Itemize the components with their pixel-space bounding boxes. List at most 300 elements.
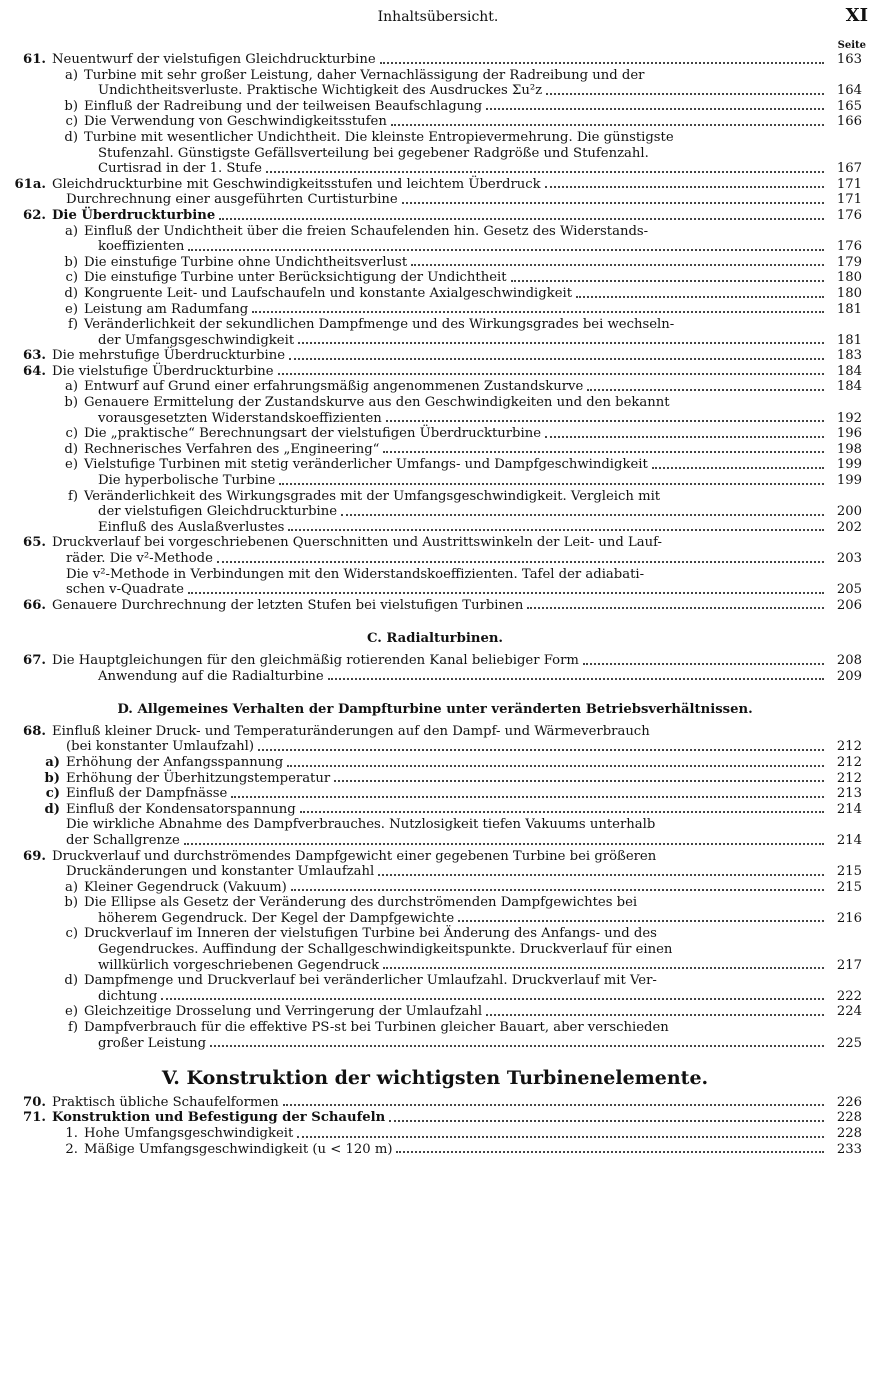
toc-entry-title: Die Ellipse als Gesetz der Veränderung des durchströmenden Dampfgewichtes bei xyxy=(84,895,638,911)
toc-entry-text-wrap xyxy=(98,911,828,927)
toc-entry-text-wrap xyxy=(84,1126,828,1142)
toc-entry-text-wrap xyxy=(84,114,828,130)
toc-entry-title: koeffizienten xyxy=(98,239,185,255)
toc-entry-title: Curtisrad in der 1. Stufe xyxy=(98,161,262,177)
toc-entry-page: 180 xyxy=(836,270,862,286)
toc-entry-page: 180 xyxy=(836,285,862,301)
toc-entry-title: Druckverlauf bei vorgeschriebenen Querschnitten und Austrittswinkeln der Leit- und Lauf- xyxy=(52,535,662,551)
toc-entry-page: 171 xyxy=(836,192,862,208)
toc-entry-text-wrap xyxy=(52,348,828,364)
dot-leader xyxy=(298,342,824,344)
toc-entry xyxy=(6,551,864,567)
toc-entry-page: 192 xyxy=(836,410,862,426)
toc-entry-text-wrap xyxy=(84,255,828,271)
toc-entry-text-wrap xyxy=(66,567,828,583)
toc-entry xyxy=(6,755,864,771)
toc-entry-title: Einfluß der Dampfnässe xyxy=(66,786,228,802)
toc-entry-title: der vielstufigen Gleichdruckturbine xyxy=(98,504,338,520)
toc-entry xyxy=(6,426,864,442)
toc-entry xyxy=(6,669,864,685)
toc-entry xyxy=(6,130,864,146)
toc-entry xyxy=(6,333,864,349)
dot-leader xyxy=(486,108,824,110)
toc-entry-title: Die Hauptgleichungen für den gleichmäßig rotierenden Kanal beliebiger Form xyxy=(52,652,579,668)
toc-entry-page: 215 xyxy=(836,879,862,895)
toc-entry xyxy=(6,146,864,162)
toc-entry-number: b) xyxy=(44,770,60,786)
toc-entry xyxy=(6,395,864,411)
page-number: XI xyxy=(845,5,868,26)
dot-leader xyxy=(291,889,824,891)
toc-entry xyxy=(6,52,864,68)
toc-entry-text-wrap xyxy=(84,457,828,473)
toc-entry-title: Die hyperbolische Turbine xyxy=(98,473,276,489)
dot-leader xyxy=(545,436,824,438)
toc-entry-page: 181 xyxy=(836,301,862,317)
toc-entry-number: e) xyxy=(65,301,78,317)
toc-entry-text-wrap xyxy=(66,864,828,880)
toc-entry-title: Die einstufige Turbine ohne Undichtheitsverlust xyxy=(84,254,408,270)
dot-leader xyxy=(217,561,824,563)
toc-entry-text-wrap xyxy=(52,724,828,740)
toc-entry-page: 228 xyxy=(836,1126,862,1141)
toc-entry-number: d) xyxy=(64,973,78,989)
toc-entry-title: Durchrechnung einer ausgeführten Curtisturbine xyxy=(66,192,398,208)
toc-entry-page: 213 xyxy=(836,786,862,802)
toc-entry-title: Einfluß der Undichtheit über die freien Schaufelenden hin. Gesetz des Widerstands- xyxy=(84,223,649,239)
toc-entry xyxy=(6,286,864,302)
toc-entry xyxy=(6,504,864,520)
toc-entry-text-wrap xyxy=(66,771,828,787)
toc-entry-text-wrap xyxy=(84,302,828,318)
toc-entry-number: 67. xyxy=(23,652,46,668)
dot-leader xyxy=(527,607,824,609)
toc-entry xyxy=(6,724,864,740)
toc-entry-title: Erhöhung der Überhitzungstemperatur xyxy=(66,770,331,786)
toc-entry-number: 71. xyxy=(23,1110,46,1126)
toc-entry-text-wrap xyxy=(98,520,828,536)
dot-leader xyxy=(587,389,824,391)
dot-leader xyxy=(511,280,824,282)
toc-entry-text-wrap xyxy=(84,880,828,896)
toc-entry-page: 209 xyxy=(836,668,862,684)
toc-entry-number: 64. xyxy=(23,363,46,379)
toc-list-v xyxy=(6,1095,864,1157)
toc-entry-page: 176 xyxy=(836,207,862,223)
toc-entry-title: Undichtheitsverluste. Praktische Wichtigkeit des Ausdruckes Σu²z xyxy=(98,83,543,99)
toc-entry-page: 179 xyxy=(836,254,862,270)
toc-entry-text-wrap xyxy=(98,958,828,974)
toc-entry-title: Die mehrstufige Überdruckturbine xyxy=(52,348,286,364)
toc-entry xyxy=(6,1020,864,1036)
toc-entry-text-wrap xyxy=(66,817,828,833)
toc-entry-title: Mäßige Umfangsgeschwindigkeit (u < 120 m) xyxy=(84,1141,393,1157)
toc-entry-text-wrap xyxy=(66,755,828,771)
toc-entry-number: c) xyxy=(45,786,60,802)
toc-entry-page: 171 xyxy=(836,176,862,192)
toc-entry xyxy=(6,1110,864,1126)
toc-entry-page: 164 xyxy=(836,83,862,99)
toc-entry xyxy=(6,255,864,271)
toc-entry xyxy=(6,317,864,333)
toc-entry-number: f) xyxy=(67,317,78,333)
toc-entry-text-wrap xyxy=(52,598,828,614)
dot-leader xyxy=(278,373,824,375)
dot-leader xyxy=(576,296,824,298)
toc-entry-page: 183 xyxy=(836,348,862,364)
dot-leader xyxy=(334,780,824,782)
toc-entry-text-wrap xyxy=(52,52,828,68)
toc-entry-text-wrap xyxy=(84,395,828,411)
toc-entry-text-wrap xyxy=(66,582,828,598)
toc-entry-text-wrap xyxy=(66,739,828,755)
toc-entry-page: 205 xyxy=(836,582,862,598)
toc-entry-page: 167 xyxy=(836,161,862,177)
dot-leader xyxy=(188,592,824,594)
toc-entry-page: 225 xyxy=(836,1035,862,1051)
toc-entry-page: 196 xyxy=(836,426,862,442)
toc-entry-page: 214 xyxy=(836,832,862,848)
toc-entry-text-wrap xyxy=(84,379,828,395)
toc-entry-title: Hohe Umfangsgeschwindigkeit xyxy=(84,1126,294,1141)
dot-leader xyxy=(188,249,824,251)
toc-entry-title: Dampfverbrauch für die effektive PS-st bei Turbinen gleicher Bauart, aber verschieden xyxy=(84,1020,669,1036)
toc-list-c xyxy=(6,653,864,684)
dot-leader xyxy=(380,62,824,64)
toc-entry xyxy=(6,849,864,865)
toc-entry-title: Gleichzeitige Drosselung und Verringerung der Umlaufzahl xyxy=(84,1004,483,1020)
dot-leader xyxy=(266,171,824,173)
toc-entry xyxy=(6,1004,864,1020)
toc-entry-text-wrap xyxy=(52,1095,828,1111)
toc-entry-text-wrap xyxy=(84,224,828,240)
toc-entry xyxy=(6,864,864,880)
seite-label: Seite xyxy=(837,40,866,51)
toc-entry-text-wrap xyxy=(84,270,828,286)
toc-entry-page: 176 xyxy=(836,239,862,255)
dot-leader xyxy=(287,765,824,767)
toc-entry-title: Einfluß des Auslaßverlustes xyxy=(98,519,285,535)
dot-leader xyxy=(341,514,824,516)
toc-entry-number: 61a. xyxy=(14,176,46,192)
toc-entry-title: Die Überdruckturbine xyxy=(52,207,216,223)
toc-entry-title: Vielstufige Turbinen mit stetig veränderlicher Umfangs- und Dampfgeschwindigkeit xyxy=(84,457,648,473)
toc-entry-page: 214 xyxy=(836,801,862,817)
toc-entry-title: Leistung am Radumfang xyxy=(84,301,249,317)
toc-list-main xyxy=(6,52,864,613)
toc-entry xyxy=(6,535,864,551)
toc-entry-title: Gegendruckes. Auffindung der Schallgeschwindigkeitspunkte. Druckverlauf für einen xyxy=(98,942,673,958)
toc-list-d xyxy=(6,724,864,1051)
toc-entry xyxy=(6,348,864,364)
toc-entry xyxy=(6,177,864,193)
toc-entry-title: Rechnerisches Verfahren des „Engineering“ xyxy=(84,441,380,457)
toc-entry-title: Gleichdruckturbine mit Geschwindigkeitsstufen und leichtem Überdruck xyxy=(52,176,541,192)
toc-entry-page: 212 xyxy=(836,754,862,770)
toc-entry-page: 228 xyxy=(836,1110,862,1126)
dot-leader xyxy=(402,202,824,204)
toc-entry xyxy=(6,68,864,84)
table-of-contents xyxy=(6,52,864,1157)
toc-entry-number: b) xyxy=(64,254,78,270)
toc-entry-number: a) xyxy=(64,223,78,239)
dot-leader xyxy=(297,1136,824,1138)
section-heading-d: D. Allgemeines Verhalten der Dampfturbine unter veränderten Betriebsverhältnissen. xyxy=(117,702,753,718)
toc-entry-number: d) xyxy=(64,441,78,457)
toc-entry-page: 212 xyxy=(836,770,862,786)
toc-entry-text-wrap xyxy=(84,926,828,942)
toc-entry-title: Entwurf auf Grund einer erfahrungsmäßig angenommenen Zustandskurve xyxy=(84,379,584,395)
toc-entry-title: der Umfangsgeschwindigkeit xyxy=(98,332,295,348)
toc-entry-text-wrap xyxy=(98,83,828,99)
toc-entry-number: b) xyxy=(64,895,78,911)
toc-entry-text-wrap xyxy=(52,364,828,380)
toc-entry-title: Genauere Durchrechnung der letzten Stufen bei vielstufigen Turbinen xyxy=(52,597,524,613)
toc-entry-title: Neuentwurf der vielstufigen Gleichdruckturbine xyxy=(52,52,376,67)
toc-entry xyxy=(6,379,864,395)
toc-entry-title: Druckänderungen und konstanter Umlaufzahl xyxy=(66,864,375,880)
toc-entry xyxy=(6,973,864,989)
dot-leader xyxy=(389,1120,824,1122)
toc-entry xyxy=(6,653,864,669)
toc-entry-title: Konstruktion und Befestigung der Schaufeln xyxy=(52,1110,386,1126)
dot-leader xyxy=(161,998,824,1000)
toc-entry-number: c) xyxy=(65,270,78,286)
toc-entry-page: 199 xyxy=(836,473,862,489)
toc-entry-page: 215 xyxy=(836,864,862,880)
toc-entry xyxy=(6,520,864,536)
dot-leader xyxy=(378,874,824,876)
toc-entry-title: Veränderlichkeit der sekundlichen Dampfmenge und des Wirkungsgrades bei wechseln- xyxy=(84,317,675,333)
toc-entry-title: Einfluß der Kondensatorspannung xyxy=(66,801,296,817)
toc-entry-text-wrap xyxy=(66,802,828,818)
toc-entry-number: 69. xyxy=(23,848,46,864)
toc-entry-page: 222 xyxy=(836,988,862,1004)
toc-entry-number: 62. xyxy=(23,207,46,223)
toc-entry xyxy=(6,942,864,958)
dot-leader xyxy=(583,663,824,665)
toc-entry-page: 233 xyxy=(836,1141,862,1157)
toc-entry-number: d) xyxy=(44,801,60,817)
toc-entry-text-wrap xyxy=(84,1004,828,1020)
dot-leader xyxy=(252,311,824,313)
toc-entry-number: 65. xyxy=(23,535,46,551)
toc-entry xyxy=(6,1142,864,1158)
toc-entry xyxy=(6,833,864,849)
toc-entry-title: Die wirkliche Abnahme des Dampfverbrauches. Nutzlosigkeit tiefen Vakuums unterhalb xyxy=(66,817,656,833)
toc-entry xyxy=(6,302,864,318)
toc-entry-text-wrap xyxy=(52,849,828,865)
toc-entry-text-wrap xyxy=(98,504,828,520)
toc-entry xyxy=(6,567,864,583)
toc-entry-title: Die vielstufige Überdruckturbine xyxy=(52,363,274,379)
toc-entry-text-wrap xyxy=(84,426,828,442)
toc-entry-title: Kleiner Gegendruck (Vakuum) xyxy=(84,879,287,895)
toc-entry-title: dichtung xyxy=(98,988,158,1004)
toc-entry xyxy=(6,411,864,427)
dot-leader xyxy=(546,93,824,95)
toc-entry xyxy=(6,83,864,99)
toc-entry-page: 198 xyxy=(836,441,862,457)
toc-entry xyxy=(6,739,864,755)
toc-entry-number: b) xyxy=(64,395,78,411)
toc-entry-number: a) xyxy=(64,379,78,395)
toc-entry-page: 202 xyxy=(836,519,862,535)
toc-entry-title: willkürlich vorgeschriebenen Gegendruck xyxy=(98,957,380,973)
toc-entry-text-wrap xyxy=(66,786,828,802)
toc-entry-text-wrap xyxy=(52,1110,828,1126)
toc-entry-title: Anwendung auf die Radialturbine xyxy=(98,668,324,684)
toc-entry xyxy=(6,582,864,598)
toc-entry-title: Veränderlichkeit des Wirkungsgrades mit der Umfangsgeschwindigkeit. Vergleich mit xyxy=(84,488,661,504)
toc-entry-number: 70. xyxy=(23,1094,46,1110)
toc-entry-number: f) xyxy=(67,1020,78,1036)
toc-entry xyxy=(6,239,864,255)
toc-entry xyxy=(6,1036,864,1052)
dot-leader xyxy=(258,749,824,751)
toc-entry-number: e) xyxy=(65,1004,78,1020)
toc-entry-title: Druckverlauf im Inneren der vielstufigen Turbine bei Änderung des Anfangs- und des xyxy=(84,926,657,942)
toc-entry-text-wrap xyxy=(84,1020,828,1036)
toc-entry-number: 61. xyxy=(23,52,46,67)
toc-entry xyxy=(6,489,864,505)
toc-entry-number: 1. xyxy=(65,1126,78,1141)
toc-entry xyxy=(6,473,864,489)
dot-leader xyxy=(279,483,824,485)
dot-leader xyxy=(545,186,824,188)
toc-entry-title: Die „praktische“ Berechnungsart der vielstufigen Überdruckturbine xyxy=(84,426,542,442)
toc-entry-title: Erhöhung der Anfangsspannung xyxy=(66,754,284,770)
dot-leader xyxy=(383,451,824,453)
dot-leader xyxy=(289,358,824,360)
toc-entry-text-wrap xyxy=(84,130,828,146)
toc-entry-title: vorausgesetzten Widerstandskoeffizienten xyxy=(98,410,382,426)
toc-entry-title: Praktisch übliche Schaufelformen xyxy=(52,1094,279,1110)
dot-leader xyxy=(210,1045,824,1047)
toc-entry-page: 163 xyxy=(836,52,862,67)
toc-entry-text-wrap xyxy=(84,68,828,84)
toc-entry-title: räder. Die v²-Methode xyxy=(66,551,213,566)
dot-leader xyxy=(458,920,824,922)
section-heading-c: C. Radialturbinen. xyxy=(366,631,504,647)
toc-entry-number: a) xyxy=(45,754,60,770)
toc-entry-text-wrap xyxy=(66,192,828,208)
toc-entry xyxy=(6,1095,864,1111)
toc-entry-text-wrap xyxy=(66,551,828,567)
toc-entry-number: a) xyxy=(64,67,78,83)
toc-entry-number: c) xyxy=(65,426,78,442)
toc-entry-page: 165 xyxy=(836,98,862,114)
toc-entry-text-wrap xyxy=(84,442,828,458)
dot-leader xyxy=(184,843,824,845)
dot-leader xyxy=(386,420,824,422)
toc-entry-number: 63. xyxy=(23,348,46,364)
dot-leader xyxy=(396,1151,824,1153)
dot-leader xyxy=(411,264,824,266)
toc-entry-page: 203 xyxy=(836,551,862,566)
toc-entry xyxy=(6,270,864,286)
toc-entry-page: 208 xyxy=(836,652,862,668)
chapter-heading-v: V. Konstruktion der wichtigsten Turbinenelemente. xyxy=(161,1067,709,1090)
toc-entry-page: 212 xyxy=(836,739,862,755)
toc-entry-title: Die v²-Methode in Verbindungen mit den Widerstandskoeffizienten. Tafel der adiabati- xyxy=(66,566,645,582)
toc-entry xyxy=(6,771,864,787)
toc-entry-page: 181 xyxy=(836,332,862,348)
toc-entry-text-wrap xyxy=(84,286,828,302)
toc-entry-title: Einfluß der Radreibung und der teilweisen Beaufschlagung xyxy=(84,98,483,114)
toc-entry-page: 199 xyxy=(836,457,862,473)
toc-entry xyxy=(6,1126,864,1142)
toc-entry xyxy=(6,99,864,115)
toc-entry-number: 66. xyxy=(23,597,46,613)
toc-entry-page: 216 xyxy=(836,910,862,926)
toc-entry-number: a) xyxy=(64,879,78,895)
toc-entry-title: Turbine mit sehr großer Leistung, daher Vernachlässigung der Radreibung und der xyxy=(84,67,645,83)
toc-entry xyxy=(6,989,864,1005)
toc-entry-title: Genauere Ermittelung der Zustandskurve aus den Geschwindigkeiten und den bekannt xyxy=(84,395,670,411)
toc-entry-text-wrap xyxy=(98,239,828,255)
toc-entry xyxy=(6,786,864,802)
toc-entry-text-wrap xyxy=(52,535,828,551)
toc-entry-text-wrap xyxy=(98,989,828,1005)
toc-entry-title: höherem Gegendruck. Der Kegel der Dampfgewichte xyxy=(98,910,455,926)
toc-entry-text-wrap xyxy=(98,669,828,685)
toc-entry xyxy=(6,364,864,380)
dot-leader xyxy=(328,678,824,680)
toc-entry-text-wrap xyxy=(98,146,828,162)
toc-entry xyxy=(6,895,864,911)
toc-entry-title: Turbine mit wesentlicher Undichtheit. Die kleinste Entropievermehrung. Die günstigste xyxy=(84,129,674,145)
dot-leader xyxy=(652,467,824,469)
toc-entry-text-wrap xyxy=(52,177,828,193)
toc-entry-number: d) xyxy=(64,285,78,301)
dot-leader xyxy=(383,967,824,969)
dot-leader xyxy=(486,1014,824,1016)
toc-entry-page: 217 xyxy=(836,957,862,973)
toc-entry-title: (bei konstanter Umlaufzahl) xyxy=(66,739,254,755)
toc-entry-title: schen v-Quadrate xyxy=(66,582,184,598)
toc-entry xyxy=(6,192,864,208)
toc-entry-page: 200 xyxy=(836,504,862,520)
toc-entry-number: e) xyxy=(65,457,78,473)
toc-entry-text-wrap xyxy=(98,1036,828,1052)
toc-entry-text-wrap xyxy=(98,161,828,177)
toc-entry-number: c) xyxy=(65,114,78,130)
toc-entry xyxy=(6,161,864,177)
dot-leader xyxy=(283,1104,824,1106)
toc-entry xyxy=(6,817,864,833)
toc-entry-title: der Schallgrenze xyxy=(66,832,180,848)
toc-entry-title: Kongruente Leit- und Laufschaufeln und konstante Axialgeschwindigkeit xyxy=(84,285,573,301)
toc-entry-title: großer Leistung xyxy=(98,1035,207,1051)
toc-entry-text-wrap xyxy=(84,99,828,115)
toc-entry-text-wrap xyxy=(98,942,828,958)
toc-entry-number: c) xyxy=(65,926,78,942)
toc-entry xyxy=(6,911,864,927)
toc-entry-text-wrap xyxy=(84,973,828,989)
toc-entry-title: Dampfmenge und Druckverlauf bei veränderlicher Umlaufzahl. Druckverlauf mit Ver- xyxy=(84,973,657,989)
running-title: Inhaltsübersicht. xyxy=(377,9,499,25)
toc-entry-title: Einfluß kleiner Druck- und Temperaturänderungen auf den Dampf- und Wärmeverbrauch xyxy=(52,723,650,739)
toc-entry-number: 68. xyxy=(23,723,46,739)
toc-entry-text-wrap xyxy=(84,317,828,333)
toc-entry-page: 166 xyxy=(836,114,862,130)
toc-entry-text-wrap xyxy=(98,411,828,427)
toc-entry xyxy=(6,114,864,130)
toc-entry-title: Stufenzahl. Günstigste Gefällsverteilung bei gegebener Radgröße und Stufenzahl. xyxy=(98,145,649,161)
toc-entry-page: 226 xyxy=(836,1094,862,1110)
toc-entry xyxy=(6,880,864,896)
